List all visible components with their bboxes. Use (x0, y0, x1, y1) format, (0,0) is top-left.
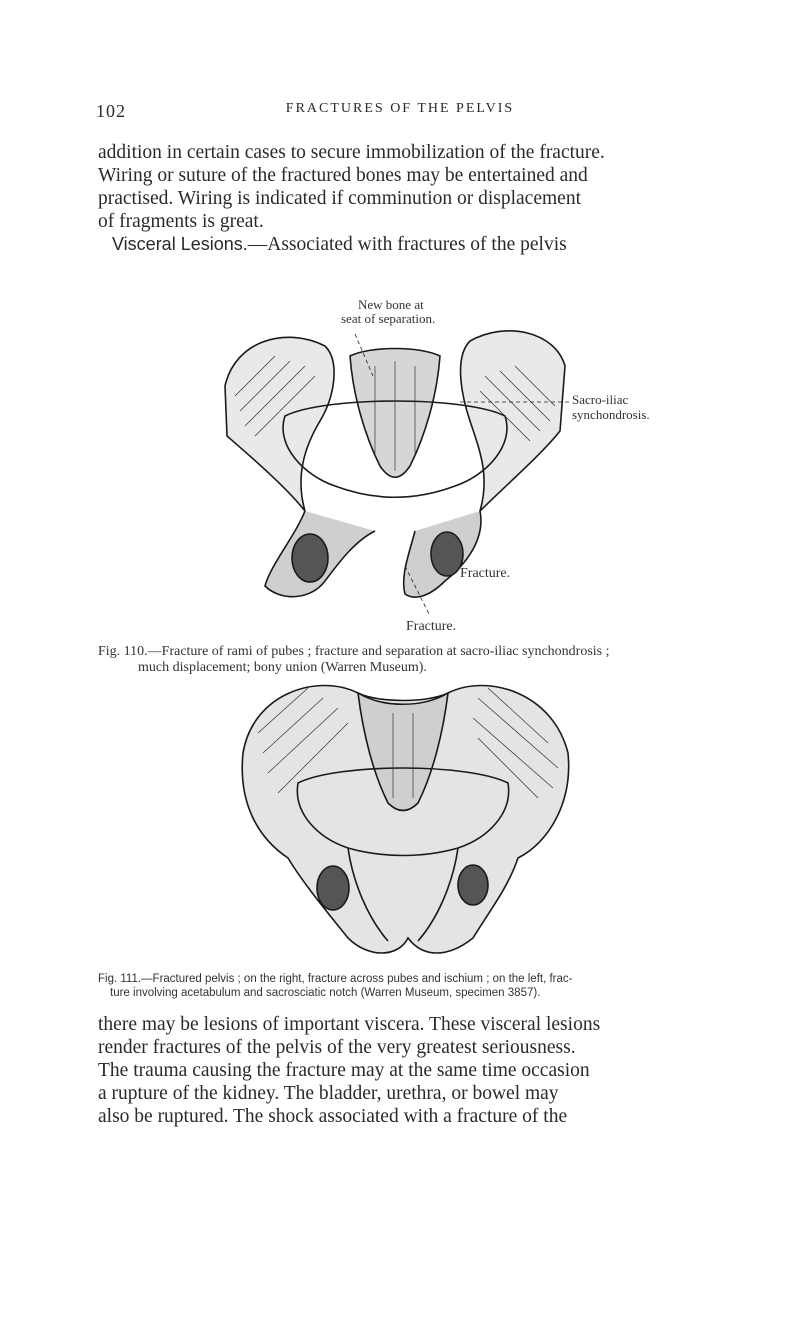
section-text: —Associated with fractures of the pelvis (247, 234, 567, 255)
figure-111-caption (98, 972, 758, 1000)
text-line: addition in certain cases to secure immobilization of the fracture. (98, 142, 605, 163)
text-line: of fragments is great. (98, 211, 264, 232)
closing-paragraph (98, 1013, 738, 1128)
text-line: Wiring or suture of the fractured bones may be entertained and (98, 165, 588, 186)
text-line: a rupture of the kidney. The bladder, urethra, or bowel may (98, 1083, 559, 1104)
text-line: also be ruptured. The shock associated with a fracture of the (98, 1106, 568, 1127)
label-sacro-iliac-2: synchondrosis. (572, 407, 650, 422)
section-heading: Visceral Lesions. (112, 234, 248, 254)
text-line: there may be lesions of important viscera. These visceral lesions (98, 1014, 601, 1035)
caption-line: much displacement; bony union (Warren Museum). (138, 660, 427, 675)
pelvis-illustration-fig110 (215, 326, 575, 616)
running-head: FRACTURES OF THE PELVIS (285, 101, 515, 116)
figure-110-caption (98, 644, 758, 676)
section-heading-line (98, 233, 752, 256)
label-fracture-bottom: Fracture. (406, 619, 457, 634)
text-line: render fractures of the pelvis of the very greatest seriousness. (98, 1037, 576, 1058)
text-line: practised. Wiring is indicated if comminution or displacement (98, 188, 581, 209)
label-new-bone-2: seat of separation. (341, 311, 436, 326)
page-number: 102 (96, 101, 126, 121)
intro-paragraph (98, 141, 738, 233)
caption-line: ture involving acetabulum and sacrosciatic notch (Warren Museum, specimen 3857). (110, 987, 541, 999)
pelvis-illustration-fig111 (228, 673, 578, 963)
page-header (60, 101, 740, 121)
label-new-bone-1: New bone at (358, 297, 424, 312)
label-sacro-iliac-1: Sacro-iliac (572, 392, 629, 407)
label-fracture-inner: Fracture. (460, 566, 511, 581)
caption-line: Fig. 111.—Fractured pelvis ; on the right, fracture across pubes and ischium ; on the left, frac- (98, 973, 573, 985)
text-line: The trauma causing the fracture may at the same time occasion (98, 1060, 590, 1081)
caption-line: Fig. 110.—Fracture of rami of pubes ; fracture and separation at sacro-iliac synchondrosis ; (98, 644, 610, 659)
